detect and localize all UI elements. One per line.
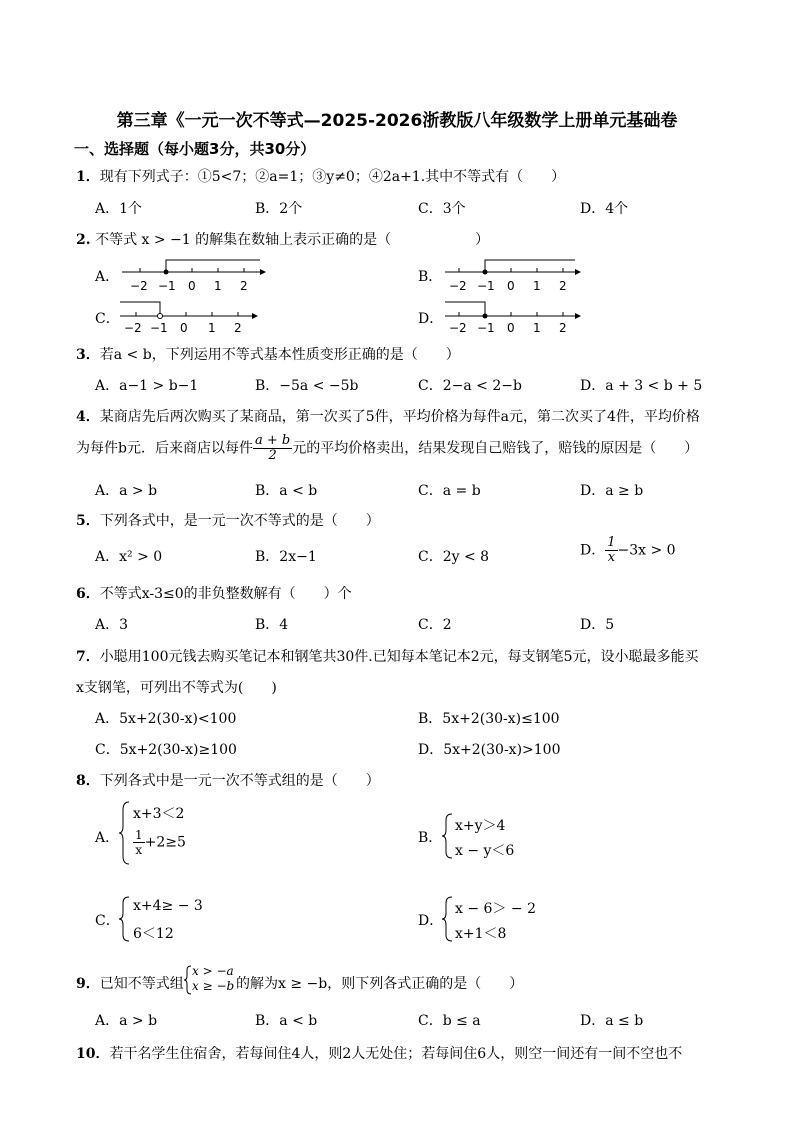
question-number: 10． (76, 1046, 110, 1062)
fraction (133, 828, 145, 857)
q5-option-d[interactable] (580, 536, 676, 565)
tick-label: 2 (559, 279, 567, 293)
question-text: 元的平均价格卖出，结果发现自己赔钱了，赔钱的原因是（ ） (292, 440, 699, 457)
q8-c-line-2: 6＜12 (133, 926, 174, 942)
q8-d-line-1: x − 6＞ − 2 (455, 901, 536, 917)
q7-option-c[interactable]: C．5x+2(30-x)≥100 (95, 742, 237, 758)
question-7-line-2: x支钢笔，可列出不等式为( ) (76, 680, 277, 696)
question-7-line-1 (76, 646, 699, 666)
question-6 (76, 583, 352, 603)
question-number: 2. (76, 232, 91, 248)
fraction (253, 434, 292, 463)
q7-option-a[interactable]: A．5x+2(30-x)<100 (95, 711, 237, 727)
question-text: 下列各式中是一元一次不等式组的是（ ） (99, 773, 380, 789)
fraction (605, 536, 617, 565)
q4-option-a[interactable]: A．a > b (95, 483, 158, 499)
brace-icon (119, 800, 131, 866)
question-text: 不等式x-3≤0的非负整数解有（ ）个 (99, 586, 352, 602)
q9-option-d[interactable]: D．a ≤ b (580, 1013, 644, 1029)
q2-number-line-d[interactable] (443, 298, 588, 338)
q6-option-a[interactable]: A．3 (95, 617, 129, 633)
q8-option-d-label[interactable]: D． (418, 913, 444, 929)
question-number: 7． (76, 649, 100, 665)
q8-d-line-2: x+1＜8 (455, 926, 507, 942)
tick-label: 1 (533, 279, 541, 293)
q3-option-c[interactable]: C．2−a < 2−b (418, 378, 522, 394)
q8-a-line-2 (133, 828, 186, 857)
question-10 (76, 1043, 682, 1063)
question-4-line-2 (76, 434, 698, 463)
q1-option-c[interactable]: C．3个 (418, 201, 466, 217)
tick-label: −1 (477, 321, 495, 335)
q9-option-b[interactable]: B．a < b (255, 1013, 318, 1029)
question-text: 若a < b，下列运用不等式基本性质变形正确的是（ ） (99, 347, 460, 363)
tick-label: −1 (477, 279, 495, 293)
tick-label: 0 (507, 279, 515, 293)
q3-option-a[interactable]: A．a−1 > b−1 (95, 378, 199, 394)
question-number: 3． (76, 347, 100, 363)
page-title: 第三章《一元一次不等式—2025-2026浙教版八年级数学上册单元基础卷 (116, 111, 678, 131)
q2-option-b-label[interactable]: B． (418, 269, 443, 285)
tick-label: −2 (449, 321, 467, 335)
tick-label: 2 (559, 321, 567, 335)
fraction-numerator: a + b (254, 433, 291, 448)
q9-system-line-2: x ≥ −b (192, 979, 235, 993)
tick-label: 1 (533, 321, 541, 335)
question-9-rest: 的解为x ≥ −b，则下列各式正确的是（ ） (236, 976, 524, 992)
q6-option-d[interactable]: D．5 (580, 617, 615, 633)
q4-option-b[interactable]: B．a < b (255, 483, 318, 499)
q2-number-line-a[interactable] (120, 256, 270, 296)
question-1 (76, 166, 565, 186)
fraction-denominator: 2 (268, 448, 277, 463)
tick-label: 0 (188, 279, 196, 293)
question-text: 若干名学生住宿舍，若每间住4人，则2人无处住；若每间住6人，则空一间还有一间不空也不 (109, 1046, 683, 1062)
tick-label: 0 (507, 321, 515, 335)
q9-system-line-1: x > −a (192, 964, 234, 978)
q8-option-c-label[interactable]: C． (95, 913, 120, 929)
tick-label: 0 (180, 321, 188, 335)
q9-option-a[interactable]: A．a > b (95, 1013, 158, 1029)
question-3 (76, 344, 460, 364)
question-2 (76, 229, 489, 249)
q9-option-c[interactable]: C．b ≤ a (418, 1013, 481, 1029)
q3-option-d[interactable]: D．a + 3 < b + 5 (580, 378, 703, 394)
q8-c-line-1: x+4≥ − 3 (133, 898, 203, 914)
q8-b-line-1: x+y＞4 (455, 818, 506, 834)
q6-option-b[interactable]: B．4 (255, 617, 289, 633)
q5-option-a[interactable]: A．x² > 0 (95, 549, 163, 565)
q7-option-b[interactable]: B．5x+2(30-x)≤100 (418, 711, 560, 727)
q7-option-d[interactable]: D．5x+2(30-x)>100 (418, 742, 561, 758)
q5-option-c[interactable]: C．2y < 8 (418, 549, 490, 565)
q1-option-b[interactable]: B．2个 (255, 201, 303, 217)
tick-label: 1 (208, 321, 216, 335)
tick-label: 2 (234, 321, 242, 335)
tick-label: −2 (130, 279, 148, 293)
question-9 (76, 973, 184, 993)
tick-label: 1 (214, 279, 222, 293)
tick-label: −2 (124, 321, 142, 335)
fraction-denominator: x (135, 843, 143, 857)
option-label: D． (580, 542, 606, 559)
q8-a-line-1: x+3＜2 (133, 806, 185, 822)
tick-label: −1 (150, 321, 168, 335)
question-number: 8． (76, 773, 100, 789)
option-text: −3x > 0 (617, 542, 676, 559)
option-text: +2≥5 (144, 834, 186, 851)
question-number: 1． (76, 169, 100, 185)
question-4-line-1 (76, 406, 700, 426)
q2-option-d-label[interactable]: D． (418, 311, 444, 327)
q8-b-line-2: x − y＜6 (455, 843, 515, 859)
tick-label: 2 (240, 279, 248, 293)
brace-icon (442, 895, 454, 943)
q4-option-c[interactable]: C．a = b (418, 483, 481, 499)
brace-icon (119, 895, 131, 943)
question-text: 已知不等式组 (99, 976, 184, 992)
fraction-numerator: 1 (607, 535, 616, 550)
q8-option-b-label[interactable]: B． (418, 830, 443, 846)
question-8 (76, 770, 380, 790)
question-text: 下列各式中，是一元一次不等式的是（ ） (99, 513, 380, 529)
question-number: 6． (76, 586, 100, 602)
question-number: 9． (76, 976, 100, 992)
q2-number-line-b[interactable] (443, 256, 588, 296)
question-text: 为每件b元．后来商店以每件 (76, 440, 253, 457)
fraction-numerator: 1 (135, 828, 143, 842)
q4-option-d[interactable]: D．a ≥ b (580, 483, 644, 499)
question-text: 某商店先后两次购买了某商品，第一次买了5件，平均价格为每件a元，第二次买了4件，平均价格 (99, 409, 700, 425)
q8-option-a-label[interactable]: A． (95, 830, 120, 846)
tick-label: −2 (449, 279, 467, 293)
q2-number-line-c[interactable] (118, 298, 263, 338)
question-number: 5． (76, 513, 100, 529)
fraction-denominator: x (607, 550, 616, 565)
q2-option-a-label[interactable]: A． (95, 269, 120, 285)
q2-option-c-label[interactable]: C． (95, 311, 120, 327)
brace-icon (442, 812, 454, 860)
section-heading: 一、选择题（每小题3分，共30分） (74, 140, 316, 158)
tick-label: −1 (158, 279, 176, 293)
question-5 (76, 510, 380, 530)
question-text: 不等式 x > −1 的解集在数轴上表示正确的是（ ） (95, 232, 490, 248)
q3-option-b[interactable]: B．−5a < −5b (255, 378, 359, 394)
question-number: 4． (76, 409, 100, 425)
q5-option-b[interactable]: B．2x−1 (255, 549, 317, 565)
q1-option-d[interactable]: D．4个 (580, 201, 629, 217)
brace-icon (184, 965, 192, 995)
q6-option-c[interactable]: C．2 (418, 617, 452, 633)
q1-option-a[interactable]: A．1个 (95, 201, 143, 217)
question-text: 小聪用100元钱去购买笔记本和钢笔共30件.已知每本笔记本2元，每支钢笔5元，设小聪最多能买 (99, 649, 699, 665)
question-text: 现有下列式子：①5<7；②a=1；③y≠0；④2a+1.其中不等式有（ ） (99, 169, 566, 185)
